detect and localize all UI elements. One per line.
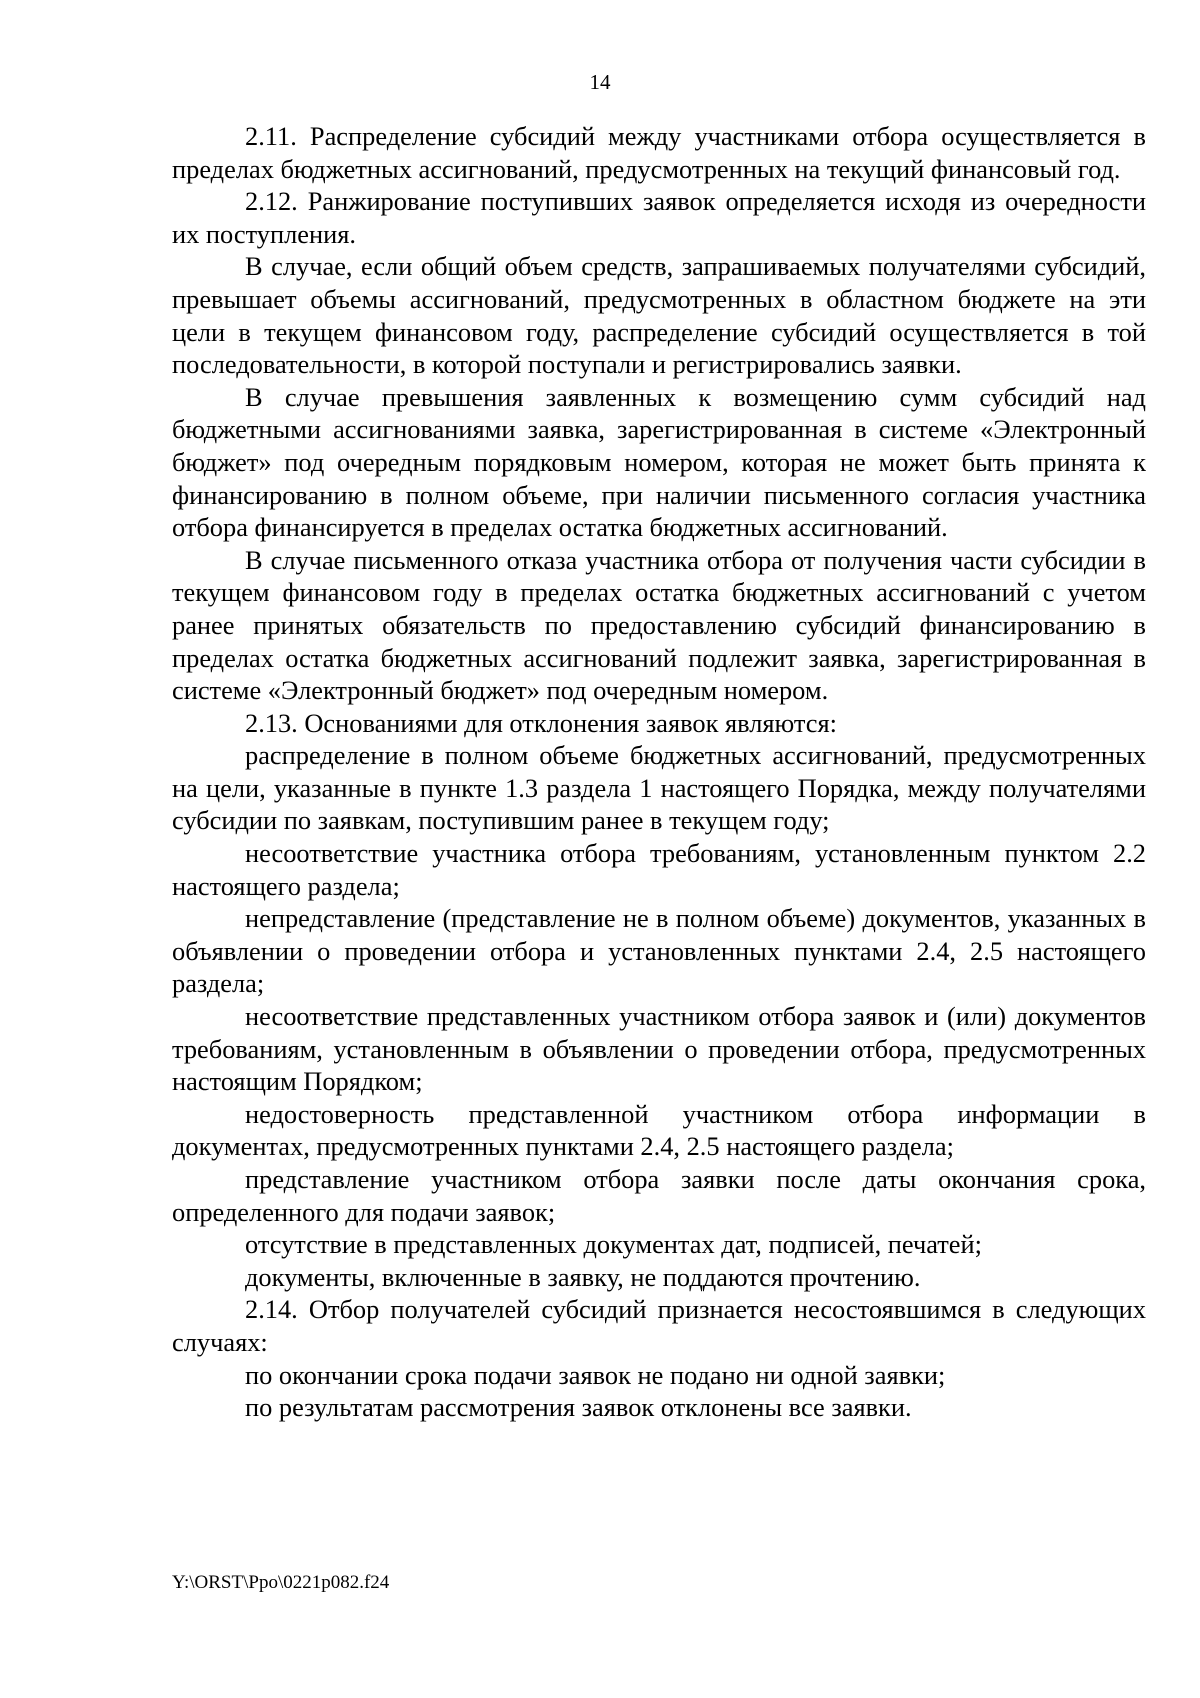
paragraph-2-14: 2.14. Отбор получателей субсидий признается несостоявшимся в следующих случаях: [172, 1294, 1146, 1357]
document-body [172, 120, 1146, 1424]
list-item-failed-1: по окончании срока подачи заявок не подано ни одной заявки; [245, 1359, 946, 1390]
list-item-failed-2: по результатам рассмотрения заявок отклонены все заявки. [245, 1392, 912, 1423]
page-number: 14 [589, 70, 611, 94]
list-item-rejection-3: непредставление (представление не в полном объеме) документов, указанных в объявлении о проведении отбора и установленных пунктами 2.4, 2.5 настоящего раздела; [172, 903, 1146, 999]
paragraph-partial-financing: В случае превышения заявленных к возмещению сумм субсидий над бюджетными ассигнованиями заявка, зарегистрированная в системе «Электронный бюджет» под очередным порядковым номером, которая не может быть принята к финансированию в полном объеме, при наличии письменного согласия участника отбора финансируется в пределах остатка бюджетных ассигнований. [172, 381, 1146, 543]
list-item-rejection-2: несоответствие участника отбора требованиям, установленным пунктом 2.2 настоящего раздела; [172, 838, 1146, 901]
paragraph-2-11: 2.11. Распределение субсидий между участниками отбора осуществляется в пределах бюджетных ассигнований, предусмотренных на текущий финансовый год. [172, 121, 1146, 184]
paragraph-written-refusal: В случае письменного отказа участника отбора от получения части субсидии в текущем финансовом году в пределах остатка бюджетных ассигнований с учетом ранее принятых обязательств по предоставлению субсидий финансированию в пределах остатка бюджетных ассигнований подлежит заявка, зарегистрированная в системе «Электронный бюджет» под очередным номером. [172, 544, 1146, 706]
list-item-rejection-1: распределение в полном объеме бюджетных ассигнований, предусмотренных на цели, указанные в пункте 1.3 раздела 1 настоящего Порядка, между получателями субсидии по заявкам, поступившим ранее в текущем году; [172, 740, 1146, 836]
paragraph-2-13: 2.13. Основаниями для отклонения заявок являются: [245, 707, 837, 738]
footer-file-path: Y:\ORST\Ppo\0221p082.f24 [172, 1572, 390, 1593]
list-item-rejection-8: документы, включенные в заявку, не поддаются прочтению. [245, 1261, 921, 1292]
list-item-rejection-6: представление участником отбора заявки после даты окончания срока, определенного для подачи заявок; [172, 1164, 1146, 1227]
list-item-rejection-5: недостоверность представленной участником отбора информации в документах, предусмотренных пунктами 2.4, 2.5 настоящего раздела; [172, 1098, 1146, 1162]
paragraph-budget-excess: В случае, если общий объем средств, запрашиваемых получателями субсидий, превышает объемы ассигнований, предусмотренных в областном бюджете на эти цели в текущем финансовом году, распределение субсидий осуществляется в той последовательности, в которой поступали и регистрировались заявки. [172, 251, 1146, 380]
list-item-rejection-4: несоответствие представленных участником отбора заявок и (или) документов требованиям, установленным в объявлении о проведении отбора, предусмотренных настоящим Порядком; [172, 1001, 1146, 1097]
paragraph-2-12: 2.12. Ранжирование поступивших заявок определяется исходя из очередности их поступления. [172, 186, 1146, 249]
list-item-rejection-7: отсутствие в представленных документах дат, подписей, печатей; [245, 1229, 982, 1260]
